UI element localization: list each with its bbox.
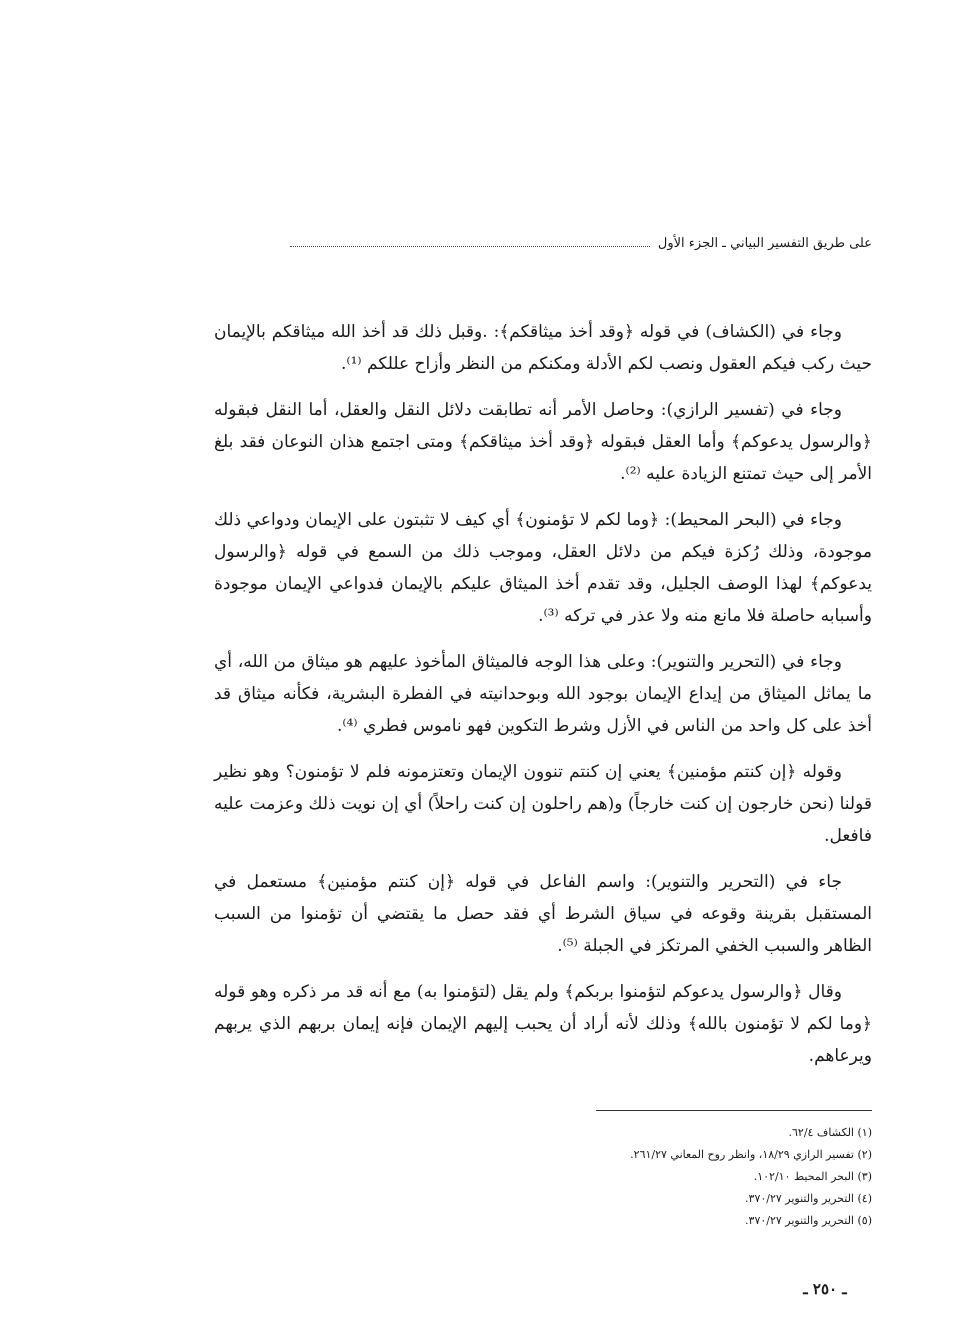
running-title: على طريق التفسير البياني ـ الجزء الأول	[657, 235, 872, 251]
footnote-4: (٤) التحرير والتنوير ٣٧٠/٢٧.	[745, 1192, 872, 1205]
paragraph-tahrir-1: وجاء في (التحرير والتنوير): وعلى هذا الوجه فالميثاق المأخوذ عليهم هو ميثاق من الله، أي ما يماثل الميثاق من إيداع الإيمان بوجود الله وبوحدانيته في الفطرة البشرية، فكأنه ميثاق قد أخذ على كل واحد من الناس في الأزل وشرط التكوين فهو ناموس فطري ⁽⁴⁾.	[214, 652, 872, 736]
footnote-1: (١) الكشاف ٦٢/٤.	[788, 1126, 872, 1139]
header-dotted-rule	[290, 245, 650, 247]
paragraph-kashshaf: وجاء في (الكشاف) في قوله ﴿وقد أخذ ميثاقكم﴾: .وقبل ذلك قد أخذ الله ميثاقكم بالإيمان حيث ركب فيكم العقول ونصب لكم الأدلة ومكنكم من النظر وأزاح عللكم ⁽¹⁾.	[214, 322, 872, 374]
paragraph-bahr-muhit: وجاء في (البحر المحيط): ﴿وما لكم لا تؤمنون﴾ أي كيف لا تثبتون على الإيمان ودواعي ذلك موجودة، وذلك رُكزة فيكم من دلائل العقل، وموجب ذلك من السمع في قوله ﴿والرسول يدعوكم﴾ لهذا الوصف الجليل، وقد تقدم أخذ الميثاق عليكم بالإيمان فدواعي الإيمان موجودة وأسبابه حاصلة فلا مانع منه ولا عذر في تركه ⁽³⁾.	[214, 510, 872, 626]
paragraph-in-kuntum: وقوله ﴿إن كنتم مؤمنين﴾ يعني إن كنتم تنوون الإيمان وتعتزمونه فلم لا تؤمنون؟ وهو نظير قولنا (نحن خارجون إن كنت خارجاً) و(هم راحلون إن كنت راحلاً) أي إن نويت ذلك وعزمت عليه فافعل.	[214, 762, 872, 846]
page-number: ـ ٢٥٠ ـ	[803, 1280, 847, 1298]
footnote-2: (٢) تفسير الرازي ١٨/٢٩، وانظر روح المعاني ٢٦١/٢٧.	[630, 1148, 872, 1161]
footnote-5: (٥) التحرير والتنوير ٣٧٠/٢٧.	[745, 1214, 872, 1227]
paragraph-tahrir-2: جاء في (التحرير والتنوير): واسم الفاعل في قوله ﴿إن كنتم مؤمنين﴾ مستعمل في المستقبل بقرينة وقوعه في سياق الشرط أي فقد حصل ما يقتضي أن تؤمنوا من السبب الظاهر والسبب الخفي المرتكز في الجبلة ⁽⁵⁾.	[214, 872, 872, 956]
footnote-3: (٣) البحر المحيط ١٠٢/١٠.	[753, 1170, 872, 1183]
footnotes	[420, 1122, 872, 1232]
paragraph-razi: وجاء في (تفسير الرازي): وحاصل الأمر أنه تطابقت دلائل النقل والعقل، أما النقل فبقوله ﴿والرسول يدعوكم﴾ وأما العقل فبقوله ﴿وقد أخذ ميثاقكم﴾ ومتى اجتمع هذان النوعان فقد بلغ الأمر إلى حيث تمتنع الزيادة عليه ⁽²⁾.	[214, 400, 872, 484]
footnote-separator	[596, 1110, 872, 1111]
paragraph-rasul: وقال ﴿والرسول يدعوكم لتؤمنوا بربكم﴾ ولم يقل (لتؤمنوا به) مع أنه قد مر ذكره وهو قوله ﴿وما لكم لا تؤمنون بالله﴾ وذلك لأنه أراد أن يحبب إليهم الإيمان فإنه إيمان بربهم الذي يربهم ويرعاهم.	[214, 982, 872, 1066]
main-text	[214, 316, 872, 1072]
running-header	[290, 232, 872, 254]
